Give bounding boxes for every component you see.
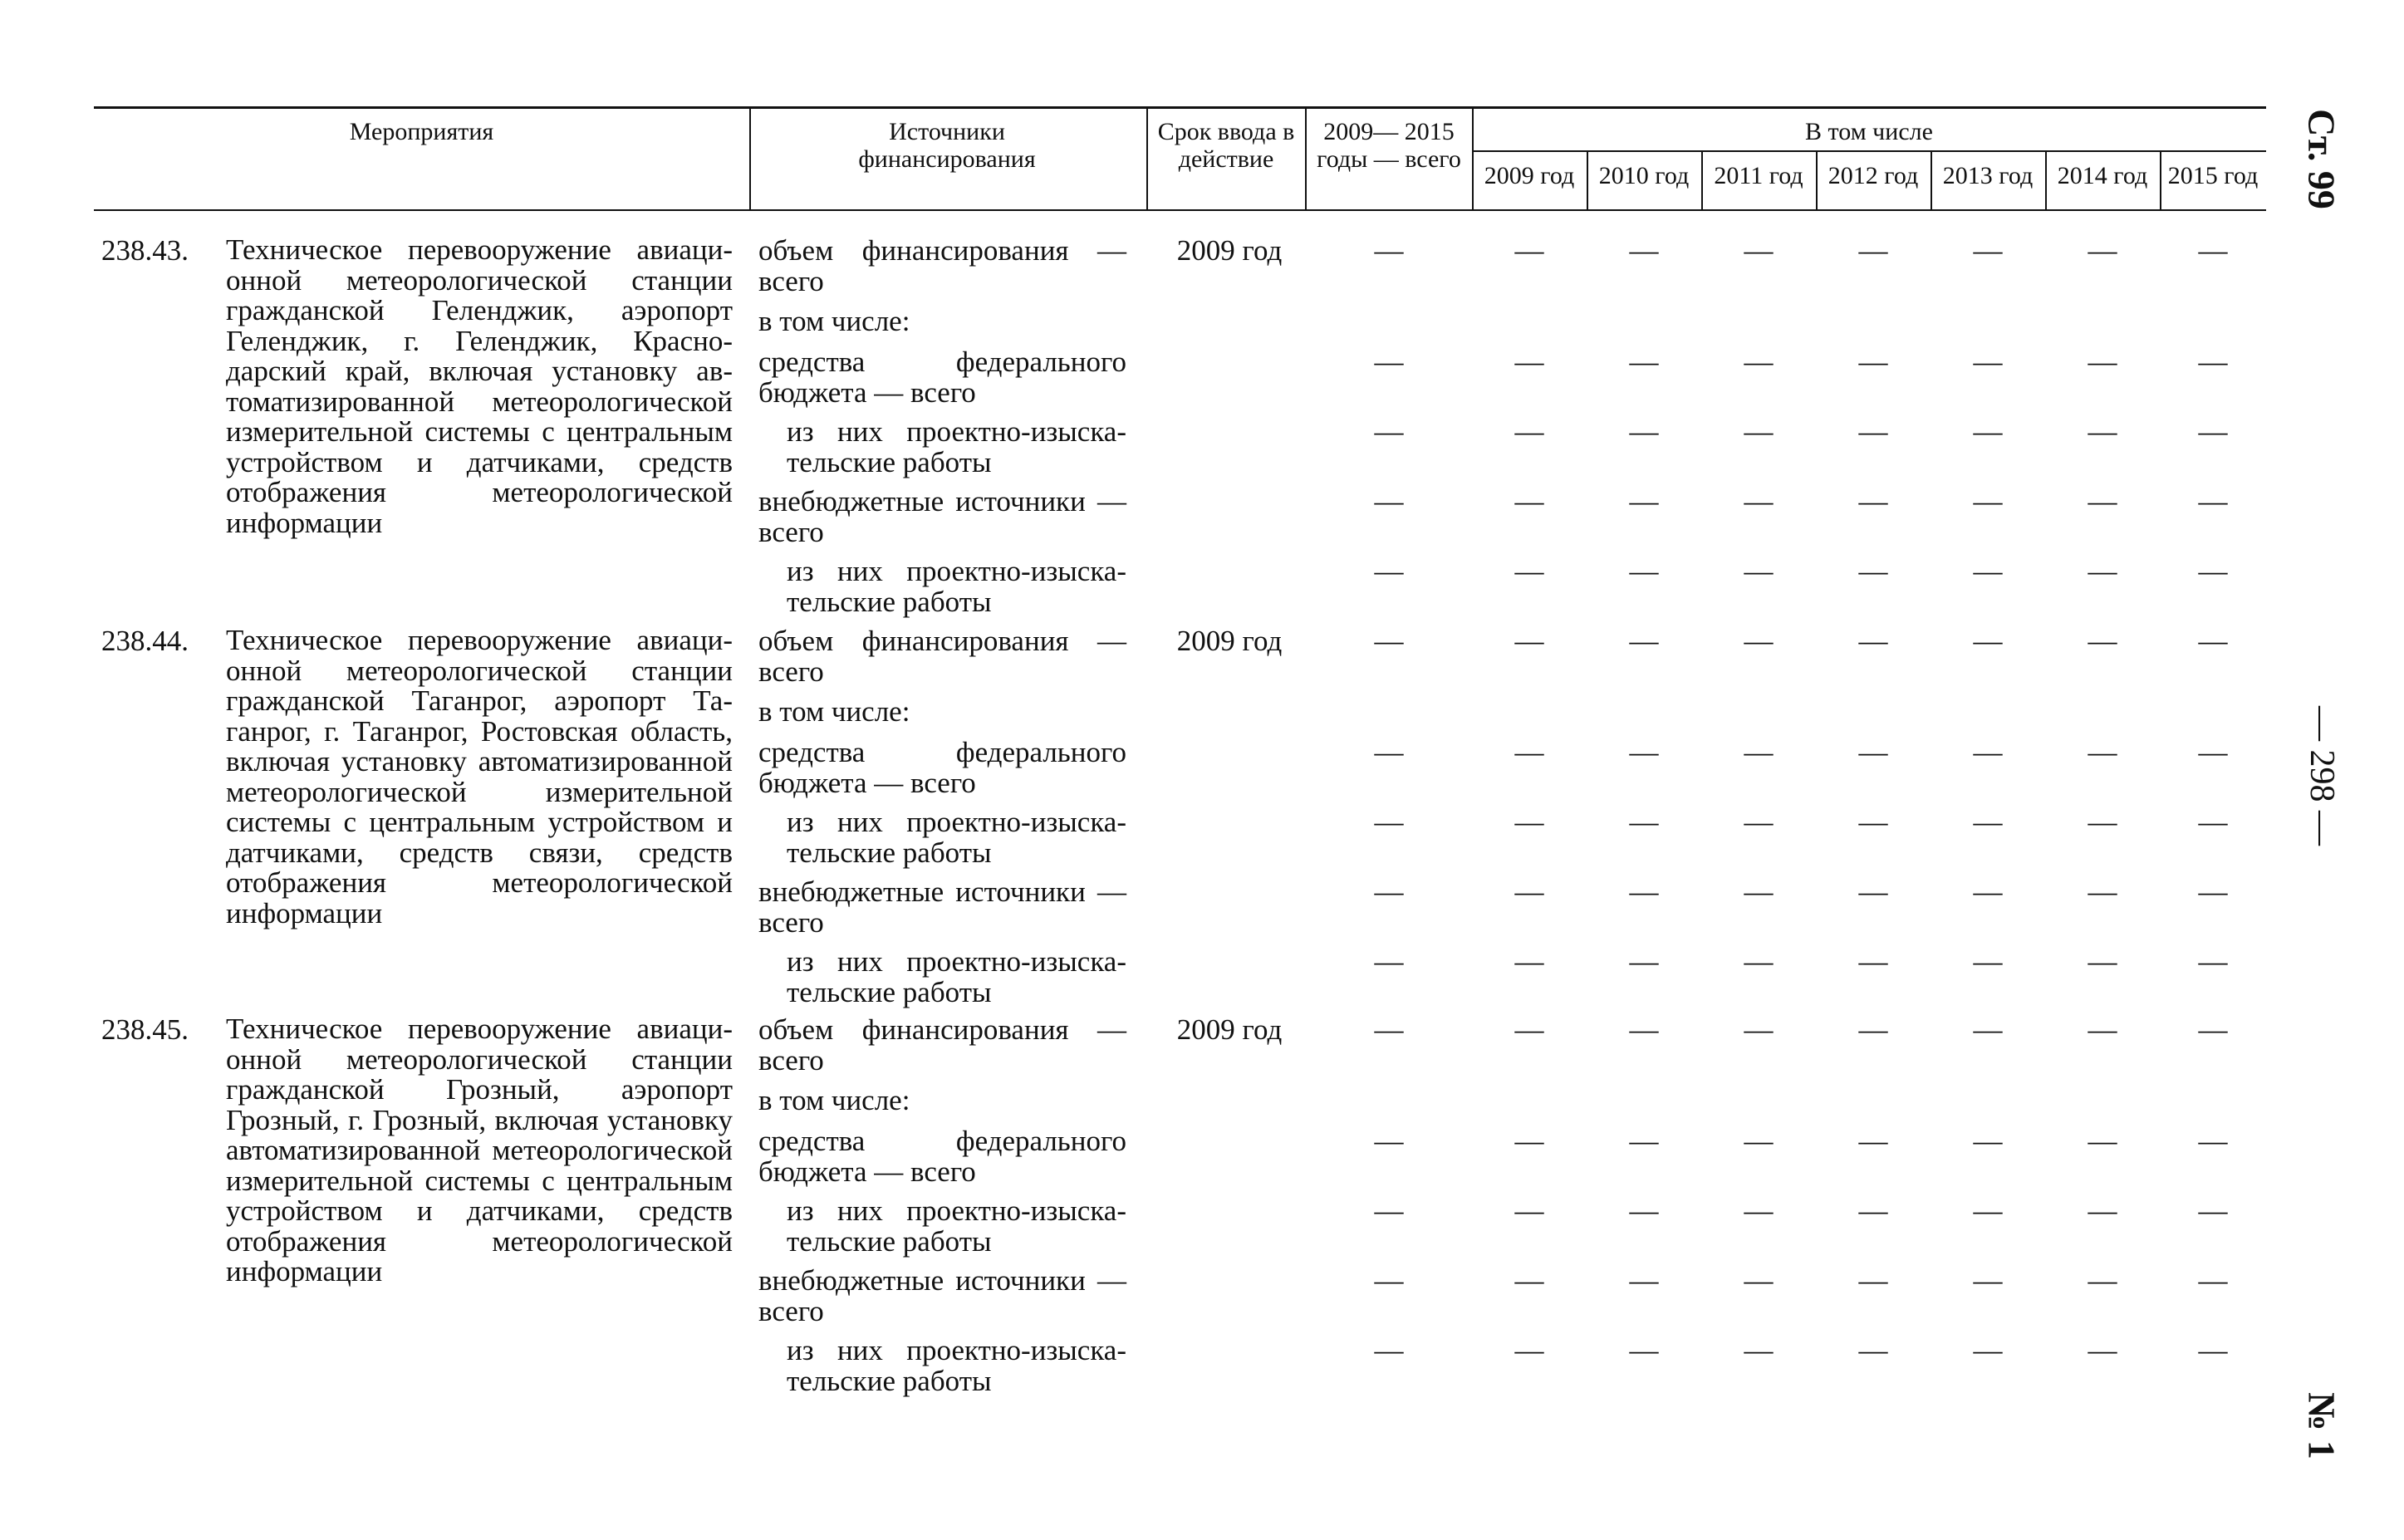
empty-value-dash: — — [2198, 1125, 2228, 1157]
empty-value-dash: — — [1514, 945, 1544, 978]
header-divider — [1305, 106, 1307, 210]
empty-value-dash: — — [2198, 1194, 2228, 1227]
empty-value-dash: — — [1629, 1264, 1659, 1297]
source-line: из них проектно-изыскательские работы — [787, 945, 1126, 1008]
empty-value-dash: — — [1374, 625, 1404, 657]
empty-value-dash: — — [1514, 736, 1544, 768]
source-line: из них проектно-изыскательские работы — [787, 1334, 1126, 1397]
source-line: средства федерального бюджета — всего — [758, 736, 1126, 799]
empty-value-dash: — — [1858, 806, 1888, 838]
empty-value-dash: — — [1514, 415, 1544, 448]
source-line: в том числе: — [758, 305, 910, 337]
empty-value-dash: — — [1514, 806, 1544, 838]
empty-value-dash: — — [2198, 875, 2228, 908]
empty-value-dash: — — [1973, 806, 2003, 838]
empty-value-dash: — — [1374, 485, 1404, 517]
empty-value-dash: — — [1973, 875, 2003, 908]
empty-value-dash: — — [1858, 1013, 1888, 1046]
empty-value-dash: — — [1374, 736, 1404, 768]
empty-value-dash: — — [1514, 555, 1544, 587]
empty-value-dash: — — [2198, 555, 2228, 587]
header-divider — [1146, 106, 1148, 210]
row-number: 238.43. — [101, 234, 189, 267]
empty-value-dash: — — [1374, 1194, 1404, 1227]
empty-value-dash: — — [2198, 736, 2228, 768]
header-year-rule — [1472, 150, 2266, 152]
empty-value-dash: — — [1374, 875, 1404, 908]
empty-value-dash: — — [2198, 415, 2228, 448]
empty-value-dash: — — [1629, 234, 1659, 267]
empty-value-dash: — — [1514, 1013, 1544, 1046]
empty-value-dash: — — [1629, 1194, 1659, 1227]
header-year: 2010 год — [1598, 162, 1690, 189]
empty-value-dash: — — [1374, 806, 1404, 838]
empty-value-dash: — — [1973, 1334, 2003, 1366]
row-deadline: 2009 год — [1176, 1013, 1283, 1046]
empty-value-dash: — — [2198, 806, 2228, 838]
empty-value-dash: — — [1744, 234, 1774, 267]
empty-value-dash: — — [1514, 1125, 1544, 1157]
empty-value-dash: — — [1629, 806, 1659, 838]
empty-value-dash: — — [1973, 945, 2003, 978]
empty-value-dash: — — [1858, 234, 1888, 267]
empty-value-dash: — — [1858, 736, 1888, 768]
empty-value-dash: — — [1629, 1013, 1659, 1046]
empty-value-dash: — — [1514, 346, 1544, 378]
source-line: объем финансирования — всего — [758, 625, 1126, 688]
header-year: 2009 год — [1484, 162, 1575, 189]
empty-value-dash: — — [1973, 625, 2003, 657]
header-year: 2011 год — [1714, 162, 1803, 189]
empty-value-dash: — — [1374, 1125, 1404, 1157]
header-divider — [749, 106, 751, 210]
empty-value-dash: — — [1744, 806, 1774, 838]
empty-value-dash: — — [1973, 346, 2003, 378]
empty-value-dash: — — [2088, 415, 2117, 448]
empty-value-dash: — — [1858, 875, 1888, 908]
empty-value-dash: — — [1629, 1125, 1659, 1157]
empty-value-dash: — — [1744, 415, 1774, 448]
empty-value-dash: — — [1629, 736, 1659, 768]
source-line: в том числе: — [758, 1084, 910, 1116]
empty-value-dash: — — [1744, 485, 1774, 517]
row-deadline: 2009 год — [1176, 234, 1283, 267]
source-line: из них проектно-изыскательские работы — [787, 806, 1126, 869]
empty-value-dash: — — [1973, 555, 2003, 587]
empty-value-dash: — — [1744, 555, 1774, 587]
row-description: Техническое перевооружение авиационной метеорологической станции гражданской Грозный, аэропорт Грозный, г. Грозный, включая установку автоматизированной метеорологической измерительной системы с центральным устройством и датчиками, средств отображения метеорологической информации — [226, 1013, 733, 1287]
empty-value-dash: — — [1973, 1125, 2003, 1157]
header-sources: Источники финансирования — [858, 118, 1036, 173]
row-number: 238.45. — [101, 1013, 189, 1046]
empty-value-dash: — — [1858, 625, 1888, 657]
empty-value-dash: — — [1744, 945, 1774, 978]
empty-value-dash: — — [1744, 1013, 1774, 1046]
empty-value-dash: — — [2088, 555, 2117, 587]
source-line: внебюджетные источники — всего — [758, 485, 1126, 548]
row-description: Техническое перевооружение авиационной метеорологической станции гражданской Таганрог, аэропорт Таганрог, г. Таганрог, Ростовская область, включая установку автоматизированной метеорологической измерительной системы с центральным устройством и датчиками, средств связи, средств отображения метеорологической информации — [226, 624, 733, 929]
empty-value-dash: — — [1858, 1334, 1888, 1366]
empty-value-dash: — — [1973, 1194, 2003, 1227]
empty-value-dash: — — [1374, 555, 1404, 587]
empty-value-dash: — — [1629, 945, 1659, 978]
empty-value-dash: — — [1374, 945, 1404, 978]
source-line: объем финансирования — всего — [758, 234, 1126, 297]
empty-value-dash: — — [1514, 625, 1544, 657]
empty-value-dash: — — [1744, 1125, 1774, 1157]
header-deadline: Срок ввода в действие — [1157, 118, 1295, 173]
source-line: из них проектно-изыскательские работы — [787, 415, 1126, 478]
empty-value-dash: — — [1629, 346, 1659, 378]
empty-value-dash: — — [1973, 1264, 2003, 1297]
empty-value-dash: — — [2198, 1264, 2228, 1297]
empty-value-dash: — — [2198, 625, 2228, 657]
header-including: В том числе — [1805, 118, 1933, 145]
empty-value-dash: — — [1374, 415, 1404, 448]
empty-value-dash: — — [1973, 485, 2003, 517]
empty-value-dash: — — [2198, 234, 2228, 267]
empty-value-dash: — — [1514, 875, 1544, 908]
empty-value-dash: — — [2088, 945, 2117, 978]
row-number: 238.44. — [101, 625, 189, 657]
empty-value-dash: — — [2088, 1125, 2117, 1157]
header-year: 2014 год — [2057, 162, 2148, 189]
empty-value-dash: — — [1973, 234, 2003, 267]
empty-value-dash: — — [1514, 485, 1544, 517]
empty-value-dash: — — [1973, 415, 2003, 448]
source-line: внебюджетные источники — всего — [758, 1264, 1126, 1327]
source-line: объем финансирования — всего — [758, 1013, 1126, 1077]
page-number-label: — 298 — — [2303, 706, 2341, 846]
empty-value-dash: — — [2088, 1264, 2117, 1297]
empty-value-dash: — — [2088, 625, 2117, 657]
empty-value-dash: — — [1629, 875, 1659, 908]
row-deadline: 2009 год — [1176, 625, 1283, 657]
empty-value-dash: — — [2088, 1013, 2117, 1046]
empty-value-dash: — — [1858, 415, 1888, 448]
empty-value-dash: — — [2198, 1334, 2228, 1366]
empty-value-dash: — — [2088, 806, 2117, 838]
empty-value-dash: — — [2198, 346, 2228, 378]
table-top-rule — [94, 106, 2266, 109]
empty-value-dash: — — [1858, 1125, 1888, 1157]
empty-value-dash: — — [1374, 1264, 1404, 1297]
empty-value-dash: — — [1858, 555, 1888, 587]
empty-value-dash: — — [2088, 485, 2117, 517]
empty-value-dash: — — [1514, 1264, 1544, 1297]
source-line: в том числе: — [758, 695, 910, 728]
empty-value-dash: — — [1629, 555, 1659, 587]
empty-value-dash: — — [1744, 346, 1774, 378]
empty-value-dash: — — [1629, 625, 1659, 657]
empty-value-dash: — — [1374, 346, 1404, 378]
empty-value-dash: — — [1744, 736, 1774, 768]
empty-value-dash: — — [1629, 485, 1659, 517]
issue-label: № 1 — [2300, 1392, 2343, 1459]
empty-value-dash: — — [1514, 1194, 1544, 1227]
table-header-bottom-rule — [94, 209, 2266, 211]
empty-value-dash: — — [1858, 945, 1888, 978]
empty-value-dash: — — [1744, 1264, 1774, 1297]
page-ref-label: Ст. 99 — [2300, 109, 2343, 209]
empty-value-dash: — — [2198, 945, 2228, 978]
source-line: средства федерального бюджета — всего — [758, 1125, 1126, 1188]
empty-value-dash: — — [2088, 736, 2117, 768]
empty-value-dash: — — [1858, 346, 1888, 378]
header-total: 2009— 2015 годы — всего — [1317, 118, 1461, 173]
empty-value-dash: — — [2198, 1013, 2228, 1046]
empty-value-dash: — — [1744, 875, 1774, 908]
row-description: Техническое перевооружение авиационной метеорологической станции гражданской Геленджик, аэропорт Геленджик, г. Геленджик, Краснодарский край, включая установку автоматизированной метеорологической измерительной системы с центральным устройством и датчиками, средств отображения метеорологической информации — [226, 233, 733, 539]
empty-value-dash: — — [2088, 346, 2117, 378]
empty-value-dash: — — [1973, 1013, 2003, 1046]
source-line: из них проектно-изыскательские работы — [787, 1194, 1126, 1258]
empty-value-dash: — — [1514, 1334, 1544, 1366]
empty-value-dash: — — [1374, 1013, 1404, 1046]
empty-value-dash: — — [2088, 1334, 2117, 1366]
empty-value-dash: — — [1858, 485, 1888, 517]
header-measures: Мероприятия — [349, 118, 494, 145]
source-line: внебюджетные источники — всего — [758, 875, 1126, 939]
empty-value-dash: — — [1858, 1264, 1888, 1297]
empty-value-dash: — — [1744, 1334, 1774, 1366]
header-year: 2015 год — [2167, 162, 2259, 189]
empty-value-dash: — — [1744, 625, 1774, 657]
empty-value-dash: — — [2088, 875, 2117, 908]
source-line: средства федерального бюджета — всего — [758, 346, 1126, 409]
empty-value-dash: — — [2088, 1194, 2117, 1227]
source-line: из них проектно-изыскательские работы — [787, 555, 1126, 618]
empty-value-dash: — — [1629, 1334, 1659, 1366]
empty-value-dash: — — [1744, 1194, 1774, 1227]
empty-value-dash: — — [1629, 415, 1659, 448]
empty-value-dash: — — [2088, 234, 2117, 267]
empty-value-dash: — — [1514, 234, 1544, 267]
header-year: 2012 год — [1828, 162, 1919, 189]
empty-value-dash: — — [1374, 234, 1404, 267]
empty-value-dash: — — [2198, 485, 2228, 517]
header-year: 2013 год — [1942, 162, 2034, 189]
empty-value-dash: — — [1374, 1334, 1404, 1366]
empty-value-dash: — — [1858, 1194, 1888, 1227]
empty-value-dash: — — [1973, 736, 2003, 768]
